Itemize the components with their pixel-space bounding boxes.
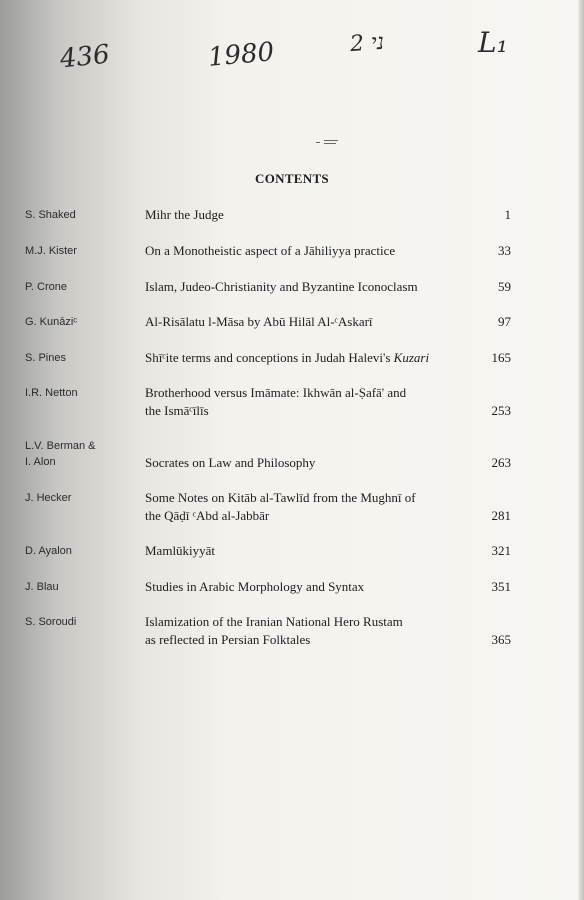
handwritten-year: 1980 — [206, 37, 276, 73]
entry-title: Socrates on Law and Philosophy — [145, 455, 316, 470]
entry-title — [145, 489, 470, 525]
entry-page: 253 — [491, 403, 511, 418]
entry-title-text: Shīᶜite terms and conceptions in Judah Halevi's — [145, 350, 394, 365]
entry-title: Mamlūkiyyāt — [145, 543, 216, 558]
entry-title — [145, 349, 470, 367]
entry-author — [25, 438, 135, 470]
entry-title: Islam, Judeo-Christianity and Byzantine Iconoclasm — [145, 279, 418, 294]
ink-mark — [316, 140, 338, 144]
entry-title: Mihr the Judge — [145, 207, 224, 222]
entry-title — [145, 384, 470, 420]
entry-author: M.J. Kister — [25, 245, 77, 257]
entry-page: 281 — [491, 508, 511, 523]
scan-edge — [578, 0, 584, 900]
entry-page: 1 — [504, 207, 511, 222]
entry-title — [145, 613, 470, 649]
entry-title-line: the Qāḍī ᶜAbd al-Jabbār — [145, 508, 270, 523]
entry-page: 351 — [491, 579, 511, 594]
entry-author: S. Shaked — [25, 209, 76, 221]
entry-page: 365 — [491, 632, 511, 647]
entry-author: S. Soroudi — [25, 616, 77, 628]
entry-title-line: Brotherhood versus Imāmate: Ikhwān al-Ṣafā' and — [145, 385, 407, 400]
entry-page: 59 — [498, 279, 511, 294]
contents-heading: CONTENTS — [255, 171, 329, 186]
entry-author: P. Crone — [25, 281, 67, 293]
entry-title-italic: Kuzari — [393, 350, 430, 365]
handwritten-number: 436 — [58, 39, 112, 75]
handwritten-issue: ני 2 — [349, 29, 385, 58]
entry-title-line: Some Notes on Kitāb al-Tawlīd from the Mughnī of — [145, 490, 416, 505]
handwritten-mark: L₁ — [478, 26, 508, 59]
entry-author: D. Ayalon — [25, 545, 72, 557]
entry-title: On a Monotheistic aspect of a Jāhiliyya practice — [145, 243, 396, 258]
entry-author: G. Kunāziᶜ — [25, 316, 78, 328]
entry-author-line: L.V. Berman & — [25, 440, 96, 452]
entry-title-line: as reflected in Persian Folktales — [145, 632, 311, 647]
entry-author: J. Blau — [25, 581, 59, 593]
entry-page: 165 — [491, 350, 511, 365]
entry-title: Al-Risālatu l-Māsa by Abū Hilāl Al-ᶜAskarī — [145, 314, 373, 329]
entry-author: J. Hecker — [25, 492, 72, 504]
entry-page: 321 — [491, 543, 511, 558]
entry-title-line: the Ismāᶜīlīs — [145, 403, 209, 418]
entry-author: S. Pines — [25, 352, 66, 364]
entry-author: I.R. Netton — [25, 387, 78, 399]
entry-title-line: Islamization of the Iranian National Hero Rustam — [145, 614, 403, 629]
entry-page: 263 — [491, 455, 511, 470]
entry-page: 97 — [498, 314, 511, 329]
entry-author-line: I. Alon — [25, 456, 56, 468]
entry-page: 33 — [498, 243, 511, 258]
entry-title: Studies in Arabic Morphology and Syntax — [145, 579, 365, 594]
